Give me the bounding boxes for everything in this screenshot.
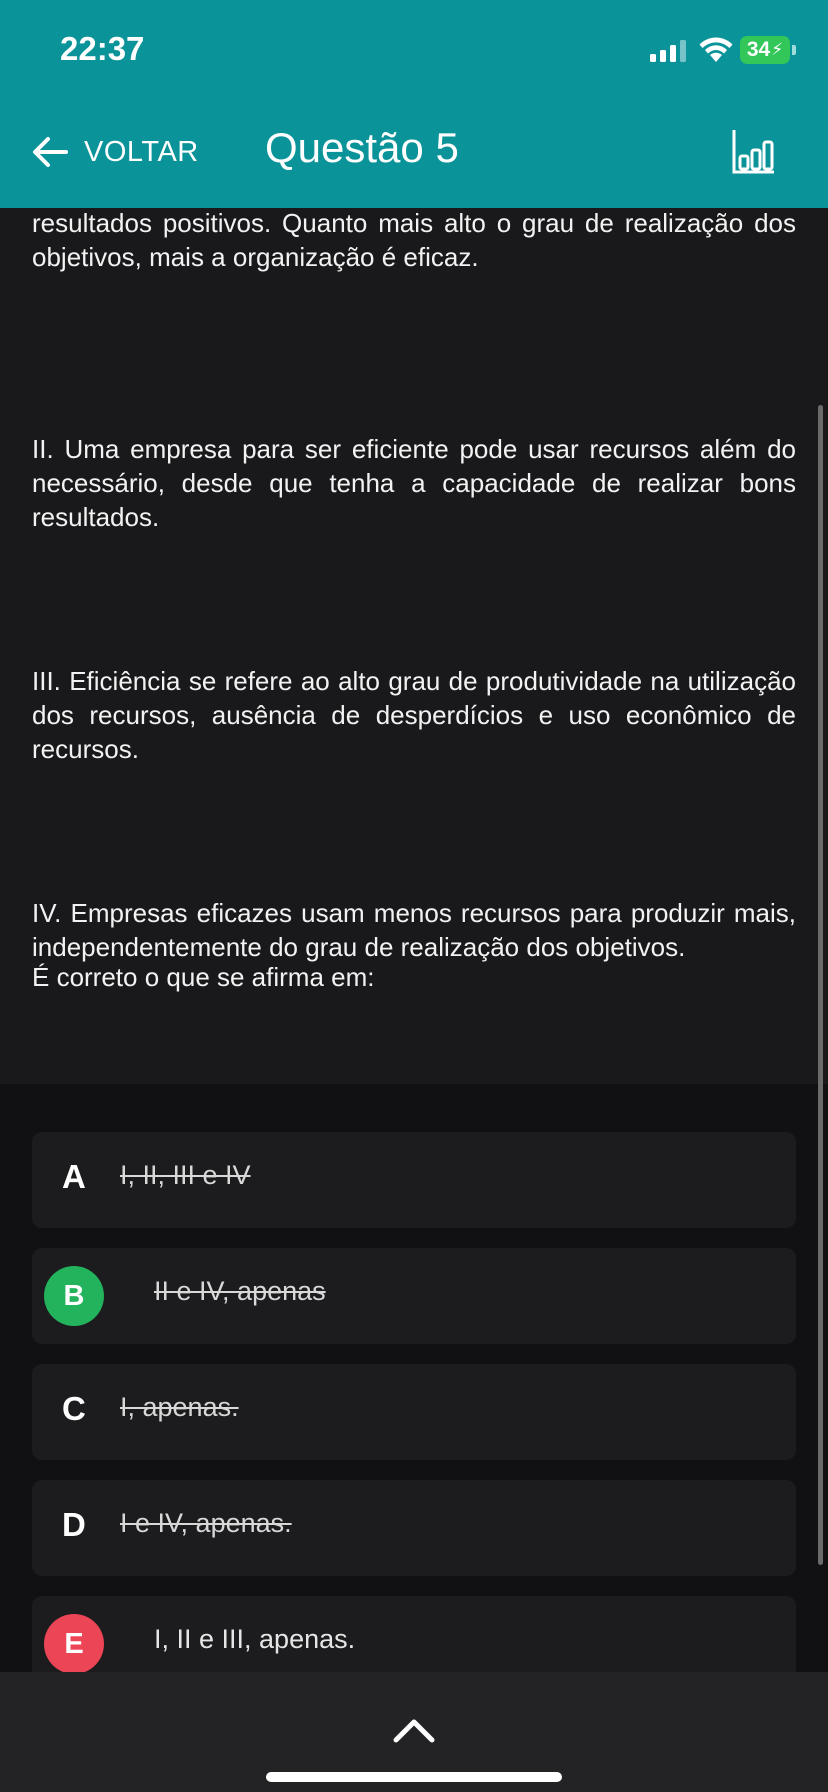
answer-options [0, 1084, 828, 1672]
app-header [0, 0, 828, 208]
statement-ii: II. Uma empresa para ser eficiente pode usar recursos além do necessário, desde que tenha a capacidade de realizar bons resultados. [32, 434, 796, 532]
wifi-icon [698, 36, 734, 64]
cellular-signal-icon [650, 40, 690, 62]
option-text: I, II, III e IV [120, 1160, 251, 1190]
statement-iv: IV. Empresas eficazes usam menos recursos para produzir mais, independentemente do grau de realização dos objetivos. [32, 898, 796, 962]
option-b[interactable] [32, 1248, 796, 1344]
option-text: I, apenas. [120, 1392, 239, 1422]
battery-level: 34 [746, 38, 771, 61]
bottom-bar [0, 1672, 828, 1792]
statement-iii: III. Eficiência se refere ao alto grau de produtividade na utilização dos recursos, ausência de desperdícios e uso econômico de recursos. [32, 666, 796, 764]
option-a[interactable] [32, 1132, 796, 1228]
home-indicator [266, 1772, 562, 1782]
question-content [0, 180, 828, 1084]
option-text: I e IV, apenas. [120, 1508, 292, 1538]
wrong-badge: E [44, 1614, 104, 1674]
correct-badge: B [44, 1266, 104, 1326]
option-letter: A [62, 1158, 86, 1195]
scrollbar[interactable] [818, 405, 823, 1565]
option-letter: D [62, 1506, 86, 1543]
option-text: II e IV, apenas [154, 1276, 326, 1306]
chevron-up-icon[interactable] [392, 1716, 436, 1744]
back-label: VOLTAR [84, 135, 199, 168]
statement-i: resultados positivos. Quanto mais alto o grau de realização dos objetivos, mais a organização é eficaz. [32, 208, 796, 272]
option-text: I, II e III, apenas. [154, 1624, 356, 1654]
option-c[interactable] [32, 1364, 796, 1460]
page-title: Questão 5 [265, 124, 459, 171]
bar-chart-icon[interactable] [730, 128, 778, 176]
option-letter: C [62, 1390, 86, 1427]
battery-cap [792, 45, 796, 55]
option-d[interactable] [32, 1480, 796, 1576]
arrow-left-icon [30, 132, 70, 172]
back-button[interactable] [30, 130, 199, 174]
status-time: 22:37 [60, 30, 145, 67]
question-prompt: É correto o que se afirma em: [32, 962, 375, 992]
battery-icon: 34 ⚡ [740, 36, 790, 64]
